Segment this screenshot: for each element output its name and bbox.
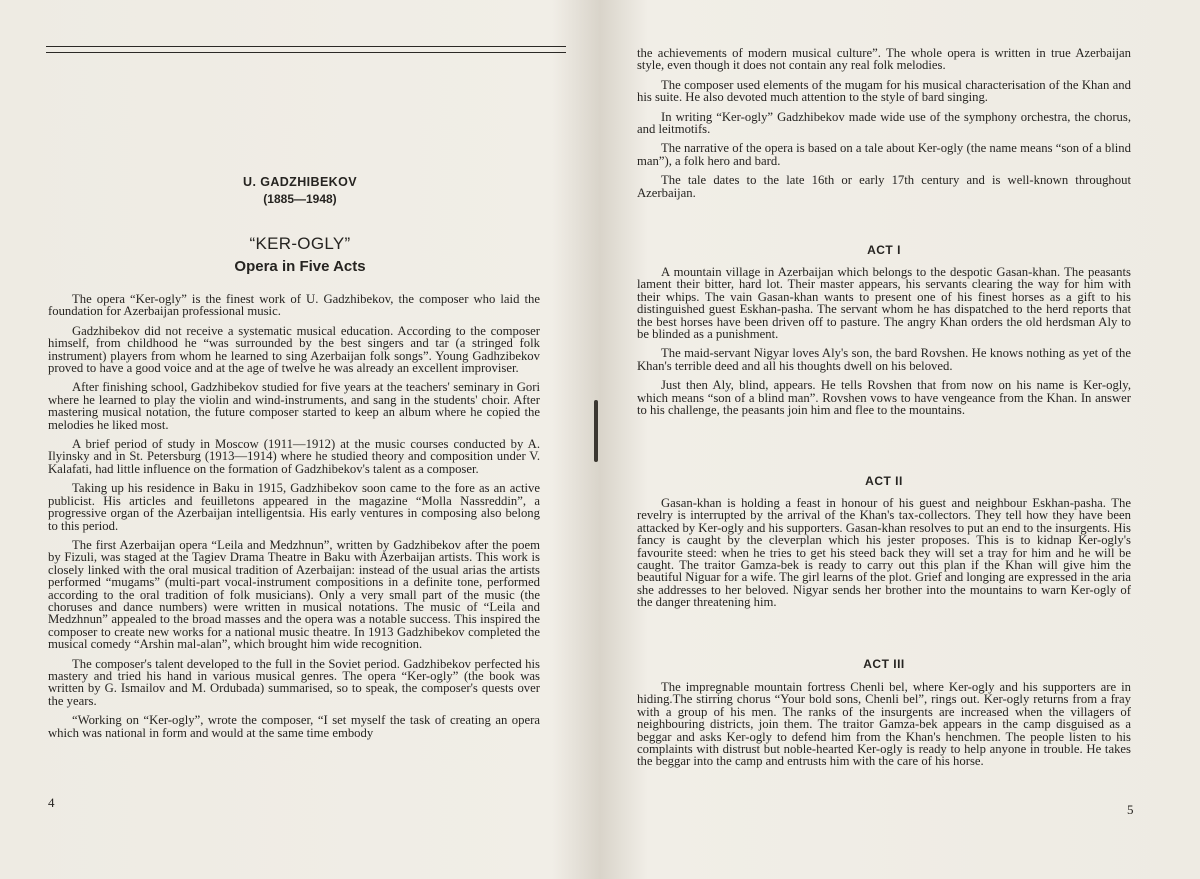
biography-text: [48, 293, 540, 746]
header-double-rule: [46, 46, 566, 53]
paragraph: Gadzhibekov did not receive a systematic musical education. According to the composer himself, from childhood he “was surrounded by the best singers and tar (a stringed folk instrument) players from whom he learned to sing Azerbaijan folk songs”. Young Gadhzibekov proved to have a good voice and at the age of twelve he was already an excellent improviser.: [48, 323, 540, 376]
act-3-heading: ACT III: [863, 657, 905, 671]
paragraph: the achievements of modern musical culture”. The whole opera is written in true Azerbaijan style, even though it does not contain any real folk melodies.: [637, 46, 1131, 73]
composer-name: U. GADZHIBEKOV: [243, 175, 357, 189]
binding-thread: [594, 400, 598, 462]
paragraph: A mountain village in Azerbaijan which belongs to the despotic Gasan-khan. The peasants lament their bitter, hard lot. Their master appears, his servants clearing the way for him with their whips. The vain Gasan-khan wants to present one of his finest horses as a gift to his distinguished guest Eskhan-pasha. The servant whom he has dispatched to the herd reports that the best horses have been driven off to pasture. The angry Khan orders the old herdsman Aly to be blinded as a punishment.: [637, 265, 1131, 342]
paragraph: The composer used elements of the mugam for his musical characterisation of the Khan and his suite. He also devoted much attention to the style of bard singing.: [637, 77, 1131, 105]
paragraph: Taking up his residence in Baku in 1915, Gadzhibekov soon came to the fore as an active publicist. His articles and feuilletons appeared in the magazine “Molla Nassreddin”, a progressive organ of the Azerbaijan intelligentsia. His early ventures in composing also belong to this period.: [48, 481, 540, 533]
opera-title: “KER-OGLY”: [249, 234, 351, 253]
act-1-text: [637, 266, 1131, 423]
paragraph: “Working on “Ker-ogly”, wrote the composer, “I set myself the task of creating an opera which was national in form and would at the same time embody: [48, 713, 540, 740]
act-3-text: [637, 681, 1131, 775]
paragraph: The tale dates to the late 16th or early 17th century and is well-known throughout Azerbaijan.: [637, 173, 1131, 200]
act-2-heading: ACT II: [865, 474, 903, 488]
paragraph: In writing “Ker-ogly” Gadzhibekov made wide use of the symphony orchestra, the chorus, and leitmotifs.: [637, 109, 1131, 137]
paragraph: A brief period of study in Moscow (1911—1912) at the music courses conducted by A. Ilyinsky and in St. Petersburg (1913—1914) where he studied theory and composition under V. Kalafati, had little influence on the formation of Gadzhibekov's talent as a composer.: [48, 437, 540, 476]
intro-text: [637, 47, 1131, 206]
page-number-right: 5: [1127, 802, 1134, 817]
page-number-left: 4: [48, 795, 55, 810]
paragraph: The first Azerbaijan opera “Leila and Medzhnun”, written by Gadzhibekov after the poem by Fizuli, was staged at the Tagiev Drama Theatre in Baku with Azerbaijan artists. This work is closely linked with the oral musical tradition of Azerbaijan: instead of the usual arias the artists performed “mugams” (multi-part vocal-instrument compositions in a definite tone, performed according to the oral tradition of folk musicians). Only a very small part of the music (the choruses and dance numbers) were written in musical notations. The music of “Leila and Medzhnun” appealed to the broad masses and the opera was a notable success. This inspired the composer to create new works for a national music theatre. In 1913 Gadzhibekov completed the musical comedy “Arshin mal-alan”, which brought him wide recognition.: [48, 537, 540, 652]
paragraph: The composer's talent developed to the full in the Soviet period. Gadzhibekov perfected his mastery and tried his hand in various musical genres. The opera “Ker-ogly” (the book was written by G. Ismailov and M. Ordubada) summarised, so to speak, the composer's quests over the years.: [48, 656, 540, 708]
paragraph: Gasan-khan is holding a feast in honour of his guest and neighbour Eskhan-pasha. The revelry is interrupted by the arrival of the Khan's tax-collectors. They tell how they have been attacked by Ker-ogly and his supporters. Gasan-khan resolves to put an end to the insurgents. His fancy is caught by the cleverplan which his jester proposes. This is to kidnap Ker-ogly's favourite steed: when he tries to get his steed back they will set a tray for him and he will be caught. The traitor Gamza-bek is ready to carry out this plan if the Khan will give him the beautiful Niguar for a wife. The girl learns of the plot. Grief and longing are expressed in the aria she addresses to her beloved. Nigyar sends her brother into the mountains to warn Ker-ogly of the danger threatening him.: [637, 496, 1131, 610]
paragraph: The opera “Ker-ogly” is the finest work of U. Gadzhibekov, the composer who laid the foundation for Azerbaijan professional music.: [48, 292, 540, 319]
act-2-text: [637, 497, 1131, 616]
composer-years: (1885—1948): [263, 192, 337, 206]
opera-subtitle: Opera in Five Acts: [234, 258, 366, 275]
paragraph: The narrative of the opera is based on a tale about Ker-ogly (the name means “son of a blind man”), a folk hero and bard.: [637, 141, 1131, 168]
paragraph: The impregnable mountain fortress Chenli bel, where Ker-ogly and his supporters are in hiding.The stirring chorus “Your bold sons, Chenli bel”, rings out. Ker-ogly returns from a fray with a group of his men. The ranks of the insurgents are increased when the villagers of neighbouring districts, join them. The traitor Gamza-bek appears in the camp disguised as a beggar and asks Ker-ogly to defend him from the Khan's henchmen. The people listen to his complaints with distrust but noble-hearted Ker-ogly is ready to help anyone in trouble. He takes the beggar into the camp and entrusts him with the care of his horse.: [637, 680, 1131, 769]
act-1-heading: ACT I: [867, 243, 901, 257]
right-page: [600, 0, 1200, 879]
paragraph: After finishing school, Gadzhibekov studied for five years at the teachers' seminary in Gori where he learned to play the violin and wind-instruments, and sang in the students' choir. After mastering musical notation, the future composer started to keep an album where he copied the melodies he liked most.: [48, 380, 540, 432]
paragraph: Just then Aly, blind, appears. He tells Rovshen that from now on his name is Ker-ogly, which means “son of a blind man”. Rovshen vows to have vengeance from the Khan. In answer to his challenge, the peasants join him and flee to the mountains.: [637, 378, 1131, 418]
paragraph: The maid-servant Nigyar loves Aly's son, the bard Rovshen. He knows nothing as yet of the Khan's terrible deed and all his thoughts dwell on his beloved.: [637, 346, 1131, 373]
